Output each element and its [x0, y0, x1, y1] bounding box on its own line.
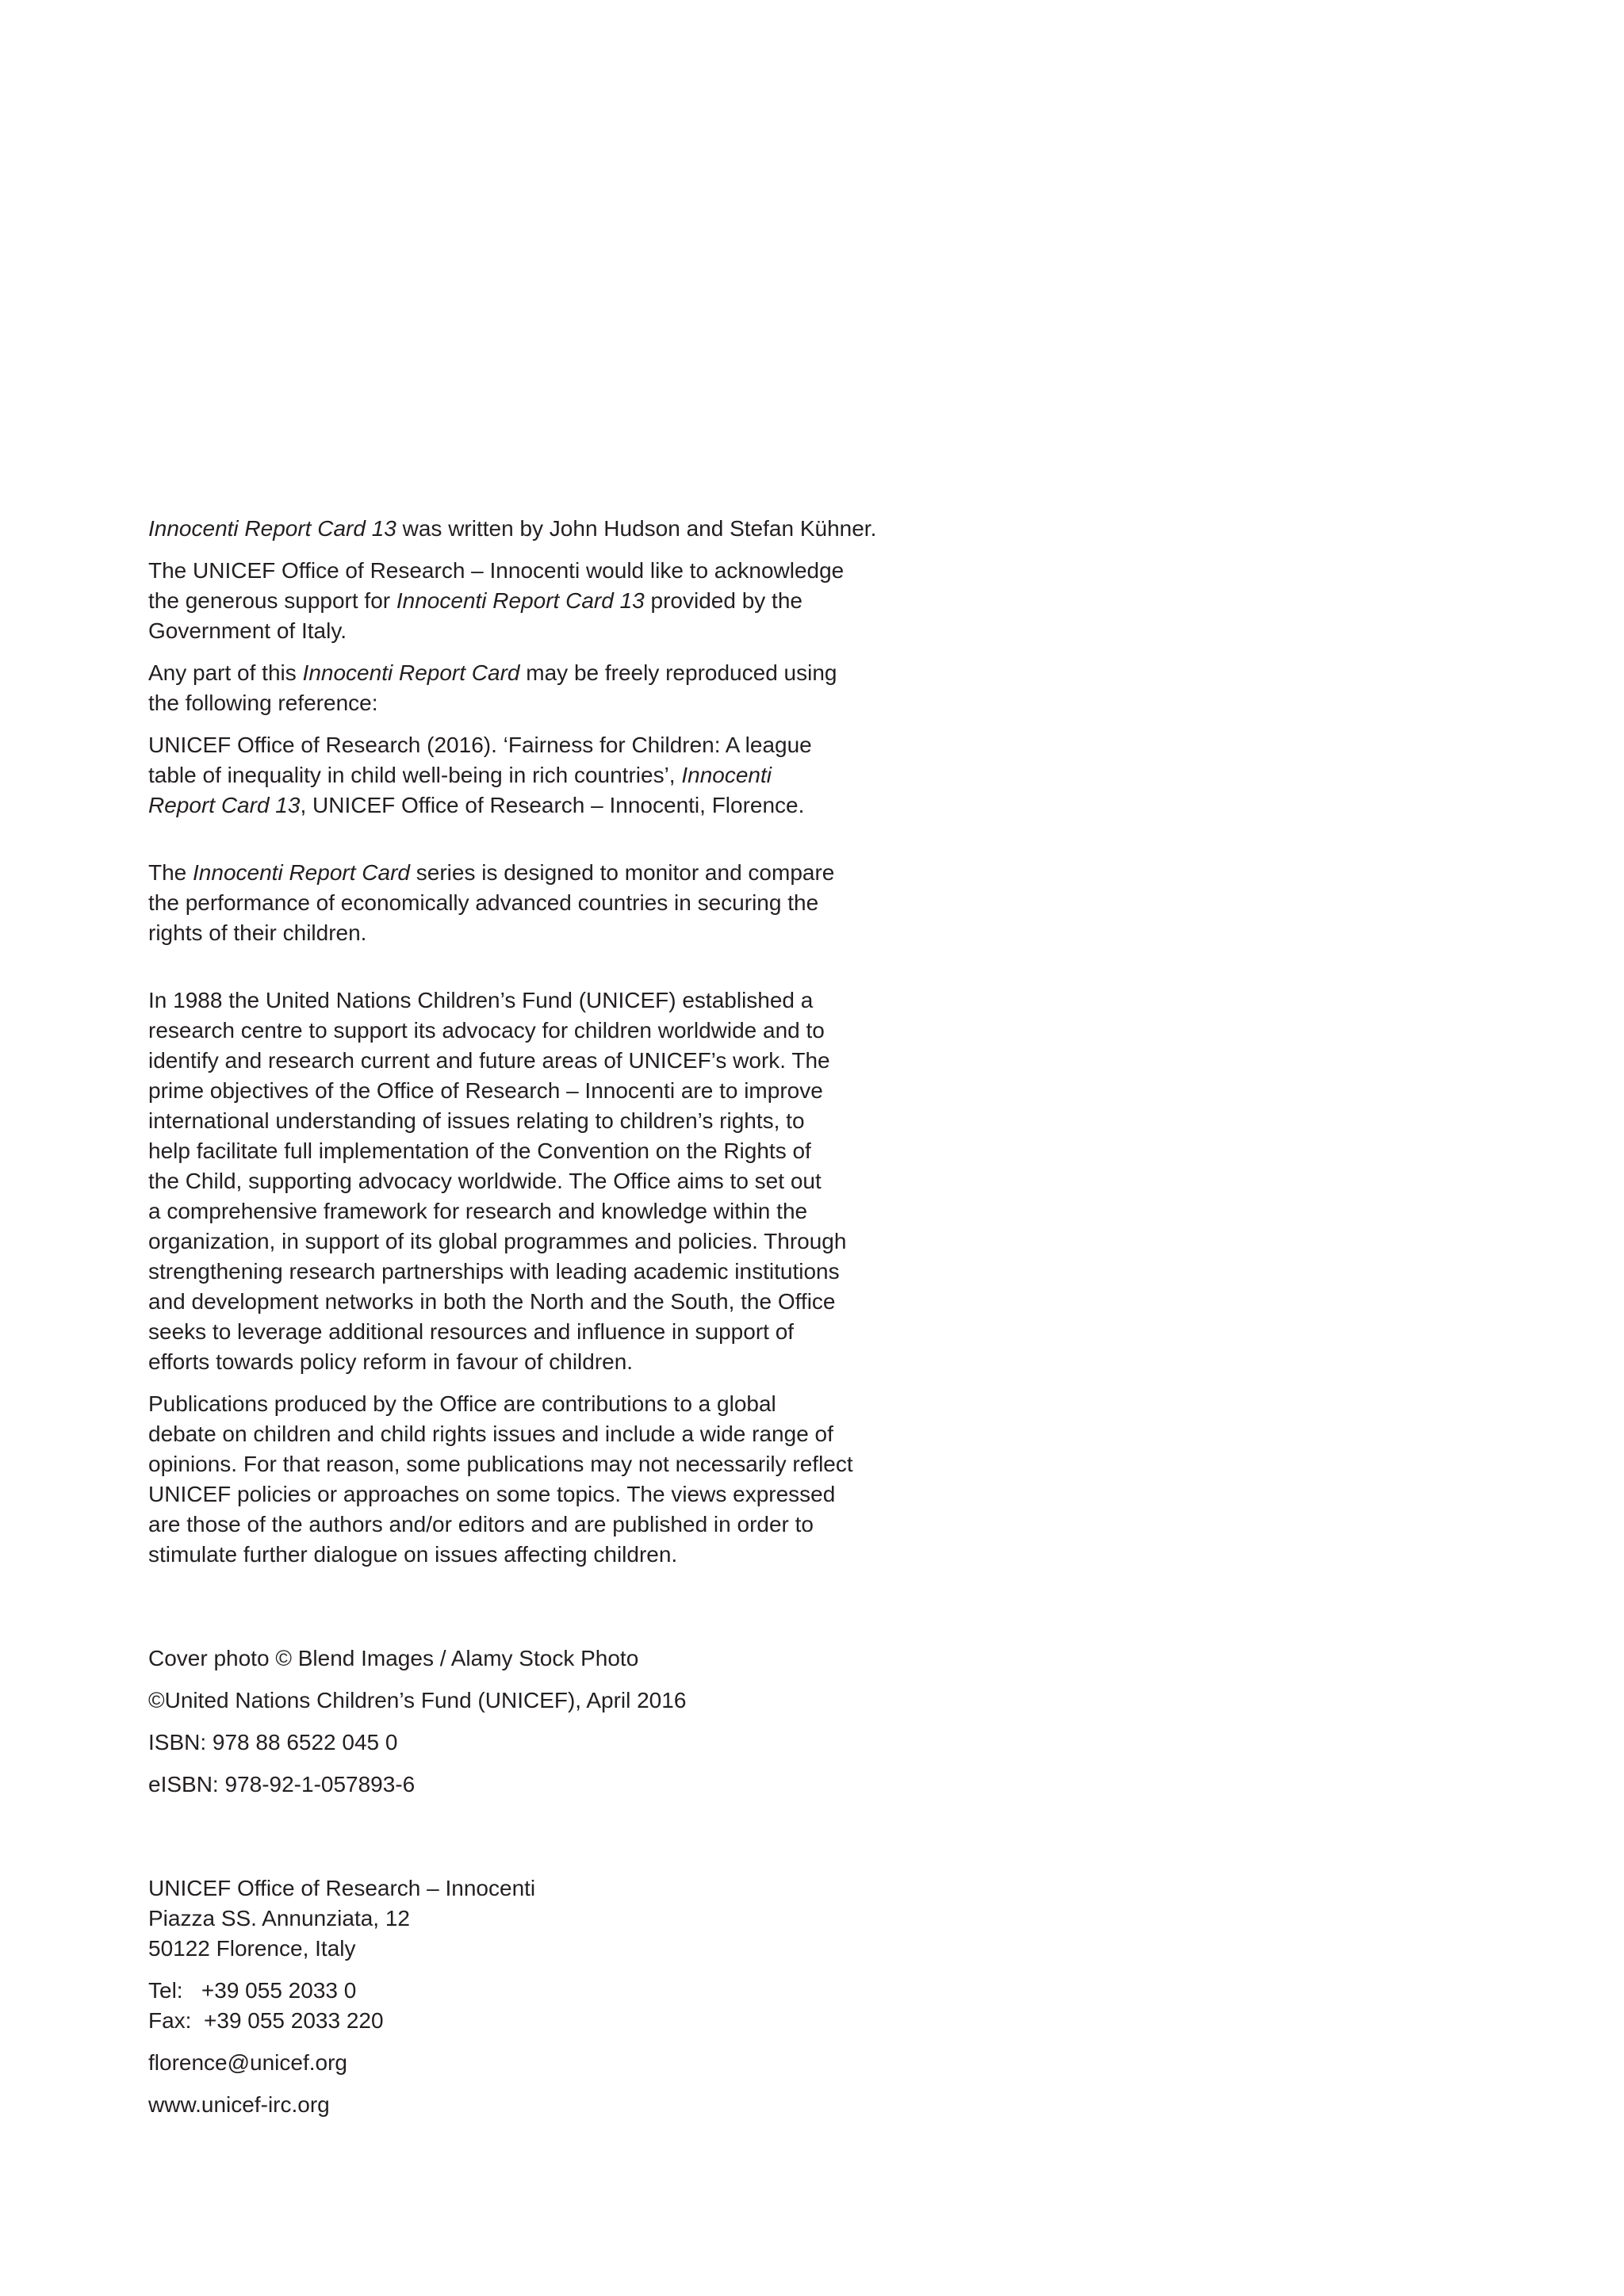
colophon-column: [148, 514, 910, 2120]
reproduction-line: [148, 658, 910, 688]
history-line: organization, in support of its global programmes and policies. Through: [148, 1229, 847, 1253]
series-line: rights of their children.: [148, 920, 367, 945]
citation-paragraph: [148, 730, 910, 821]
website-link[interactable]: www.unicef-irc.org: [148, 2092, 330, 2117]
phone-block: [148, 1976, 910, 2036]
reproduction-text: may be freely reproduced using: [519, 660, 837, 685]
address-block: [148, 1873, 910, 1964]
series-line: the performance of economically advanced countries in securing the: [148, 890, 819, 915]
report-title: Innocenti Report Card 13: [148, 516, 396, 541]
series-title: Innocenti Report Card: [193, 860, 410, 885]
citation-line: [148, 760, 910, 790]
report-title: Innocenti Report Card 13: [396, 588, 645, 613]
series-text: series is designed to monitor and compare: [409, 860, 835, 885]
street-address: Piazza SS. Annunziata, 12: [148, 1906, 410, 1931]
history-line: international understanding of issues relating to children’s rights, to: [148, 1108, 805, 1133]
copyright-notice: ©United Nations Children’s Fund (UNICEF), April 2016: [148, 1688, 687, 1712]
publications-line: Publications produced by the Office are contributions to a global: [148, 1391, 776, 1416]
acknowledgement-line: [148, 586, 910, 616]
eisbn: eISBN: 978-92-1-057893-6: [148, 1772, 416, 1797]
history-line: seeks to leverage additional resources and influence in support of: [148, 1319, 795, 1344]
cover-photo-credit: Cover photo © Blend Images / Alamy Stock Photo: [148, 1646, 639, 1670]
isbn: ISBN: 978 88 6522 045 0: [148, 1730, 398, 1755]
city-address: 50122 Florence, Italy: [148, 1936, 356, 1961]
telephone: Tel: +39 055 2033 0: [148, 1978, 357, 2003]
history-line: the Child, supporting advocacy worldwide. The Office aims to set out: [148, 1169, 822, 1193]
series-line: [148, 858, 910, 888]
reproduction-line: the following reference:: [148, 691, 378, 715]
history-line: a comprehensive framework for research and knowledge within the: [148, 1199, 808, 1223]
acknowledgement-line: The UNICEF Office of Research – Innocenti would like to acknowledge: [148, 558, 845, 583]
office-name: UNICEF Office of Research – Innocenti: [148, 1876, 536, 1900]
citation-line: [148, 790, 910, 821]
fax: Fax: +39 055 2033 220: [148, 2008, 384, 2033]
series-title: Innocenti Report Card: [302, 660, 520, 685]
authors-text: was written by John Hudson and Stefan Kühner.: [396, 516, 877, 541]
citation-line: UNICEF Office of Research (2016). ‘Fairness for Children: A league: [148, 733, 812, 757]
acknowledgement-text: provided by the: [644, 588, 802, 613]
history-line: prime objectives of the Office of Research – Innocenti are to improve: [148, 1078, 823, 1103]
acknowledgement-text: the generous support for: [148, 588, 396, 613]
acknowledgement-paragraph: [148, 556, 910, 646]
series-title: Innocenti: [681, 763, 772, 787]
series-text: The: [148, 860, 193, 885]
history-line: identify and research current and future areas of UNICEF’s work. The: [148, 1048, 830, 1073]
history-line: research centre to support its advocacy for children worldwide and to: [148, 1018, 825, 1043]
publications-line: stimulate further dialogue on issues affecting children.: [148, 1542, 678, 1567]
history-line: and development networks in both the North and the South, the Office: [148, 1289, 836, 1314]
series-title: Report Card 13: [148, 793, 301, 817]
history-line: efforts towards policy reform in favour of children.: [148, 1349, 634, 1374]
publications-paragraph: [148, 1389, 910, 1570]
publications-line: are those of the authors and/or editors and are published in order to: [148, 1512, 814, 1536]
history-paragraph: [148, 985, 910, 1377]
history-line: In 1988 the United Nations Children’s Fund (UNICEF) established a: [148, 988, 814, 1012]
publications-line: debate on children and child rights issues and include a wide range of: [148, 1422, 833, 1446]
citation-text: , UNICEF Office of Research – Innocenti, Florence.: [300, 793, 805, 817]
reproduction-paragraph: [148, 658, 910, 718]
history-line: strengthening research partnerships with leading academic institutions: [148, 1259, 840, 1284]
reproduction-text: Any part of this: [148, 660, 303, 685]
citation-text: table of inequality in child well-being in rich countries’,: [148, 763, 682, 787]
series-paragraph: [148, 858, 910, 948]
acknowledgement-line: Government of Italy.: [148, 618, 347, 643]
publications-line: opinions. For that reason, some publications may not necessarily reflect: [148, 1452, 853, 1476]
authors-credit: [148, 514, 910, 544]
email-link[interactable]: florence@unicef.org: [148, 2050, 348, 2075]
history-line: help facilitate full implementation of the Convention on the Rights of: [148, 1138, 811, 1163]
publications-line: UNICEF policies or approaches on some topics. The views expressed: [148, 1482, 836, 1506]
